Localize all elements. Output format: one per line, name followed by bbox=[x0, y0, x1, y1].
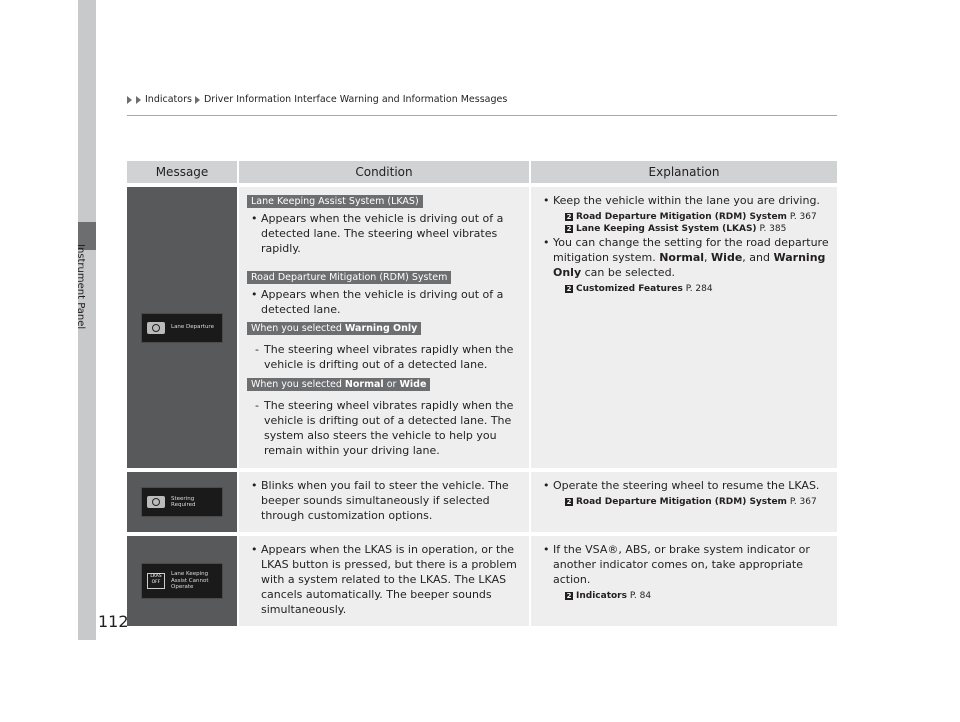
condition-bullet: • Blinks when you fail to steer the vehicle. The beeper sounds simultaneously if selected through customization options. bbox=[247, 478, 521, 523]
explanation-cell bbox=[529, 536, 837, 626]
breadcrumb bbox=[127, 94, 507, 105]
explanation-cell bbox=[529, 187, 837, 468]
table-row bbox=[127, 472, 837, 532]
cross-reference[interactable]: 2 Indicators P. 84 bbox=[566, 591, 652, 601]
display-text: Lane Departure bbox=[171, 324, 214, 331]
message-cell bbox=[127, 536, 237, 626]
explanation-bullet: • If the VSA®, ABS, or brake system indicator or another indicator comes on, take appropriate action. bbox=[539, 542, 829, 587]
arrow-icon bbox=[127, 96, 132, 104]
page-number: 112 bbox=[98, 612, 129, 631]
condition-cell bbox=[237, 536, 529, 626]
explanation-bullet: • Keep the vehicle within the lane you are driving. bbox=[539, 193, 829, 208]
lkas-off-icon: LKAS OFF bbox=[147, 573, 165, 589]
header-rule bbox=[127, 115, 837, 116]
message-cell bbox=[127, 472, 237, 532]
display-lkas-cannot-operate bbox=[141, 563, 223, 599]
cross-reference[interactable]: 2 Customized Features P. 284 bbox=[566, 284, 713, 294]
col-header-condition: Condition bbox=[237, 161, 529, 183]
arrow-icon bbox=[136, 96, 141, 104]
reference-icon: 2 bbox=[566, 285, 572, 293]
reference-icon: 2 bbox=[566, 213, 572, 221]
display-steering-required bbox=[141, 487, 223, 517]
table-row bbox=[127, 187, 837, 468]
condition-cell bbox=[237, 472, 529, 532]
cross-reference[interactable]: 2 Road Departure Mitigation (RDM) System P. 367 bbox=[566, 212, 817, 222]
display-lane-departure bbox=[141, 313, 223, 343]
message-cell bbox=[127, 187, 237, 468]
condition-dash: - The steering wheel vibrates rapidly when the vehicle is drifting out of a detected lane. The system also steers the vehicle to help you remain within your driving lane. bbox=[247, 398, 521, 458]
condition-dash: - The steering wheel vibrates rapidly when the vehicle is drifting out of a detected lane. bbox=[247, 342, 521, 372]
table-row bbox=[127, 536, 837, 626]
condition-bullet: • Appears when the vehicle is driving out of a detected lane. The steering wheel vibrates rapidly. bbox=[247, 211, 521, 256]
condition-bullet: • Appears when the vehicle is driving out of a detected lane. bbox=[247, 287, 521, 317]
arrow-icon bbox=[195, 96, 200, 104]
explanation-bullet: • You can change the setting for the road departure mitigation system. Normal, Wide, and Warning Only can be selected. bbox=[539, 235, 829, 280]
condition-bullet: • Appears when the LKAS is in operation, or the LKAS button is pressed, but there is a problem with a system related to the LKAS. The LKAS cancels automatically. The beeper sounds simultaneously. bbox=[247, 542, 521, 617]
cross-reference[interactable]: 2 Lane Keeping Assist System (LKAS) P. 385 bbox=[566, 224, 787, 234]
cross-reference[interactable]: 2 Road Departure Mitigation (RDM) System P. 367 bbox=[566, 497, 817, 507]
condition-cell bbox=[237, 187, 529, 468]
col-header-explanation: Explanation bbox=[529, 161, 837, 183]
message-table bbox=[127, 157, 837, 630]
lane-keeping-icon bbox=[147, 322, 165, 334]
section-tag: Lane Keeping Assist System (LKAS) bbox=[247, 195, 423, 208]
display-text: Lane Keeping Assist Cannot Operate bbox=[171, 571, 209, 591]
reference-icon: 2 bbox=[566, 592, 572, 600]
reference-icon: 2 bbox=[566, 498, 572, 506]
breadcrumb-item[interactable]: Driver Information Interface Warning and Information Messages bbox=[203, 94, 508, 105]
lane-keeping-icon bbox=[147, 496, 165, 508]
reference-icon: 2 bbox=[566, 225, 572, 233]
col-header-message: Message bbox=[127, 161, 237, 183]
display-text: Steering Required bbox=[171, 495, 196, 508]
section-tag: When you selected Warning Only bbox=[247, 322, 421, 335]
section-tag: When you selected Normal or Wide bbox=[247, 378, 430, 391]
section-tag: Road Departure Mitigation (RDM) System bbox=[247, 271, 451, 284]
explanation-bullet: • Operate the steering wheel to resume the LKAS. bbox=[539, 478, 829, 493]
explanation-cell bbox=[529, 472, 837, 532]
breadcrumb-item[interactable]: Indicators bbox=[145, 94, 192, 105]
sidebar-label: Instrument Panel bbox=[75, 244, 86, 330]
